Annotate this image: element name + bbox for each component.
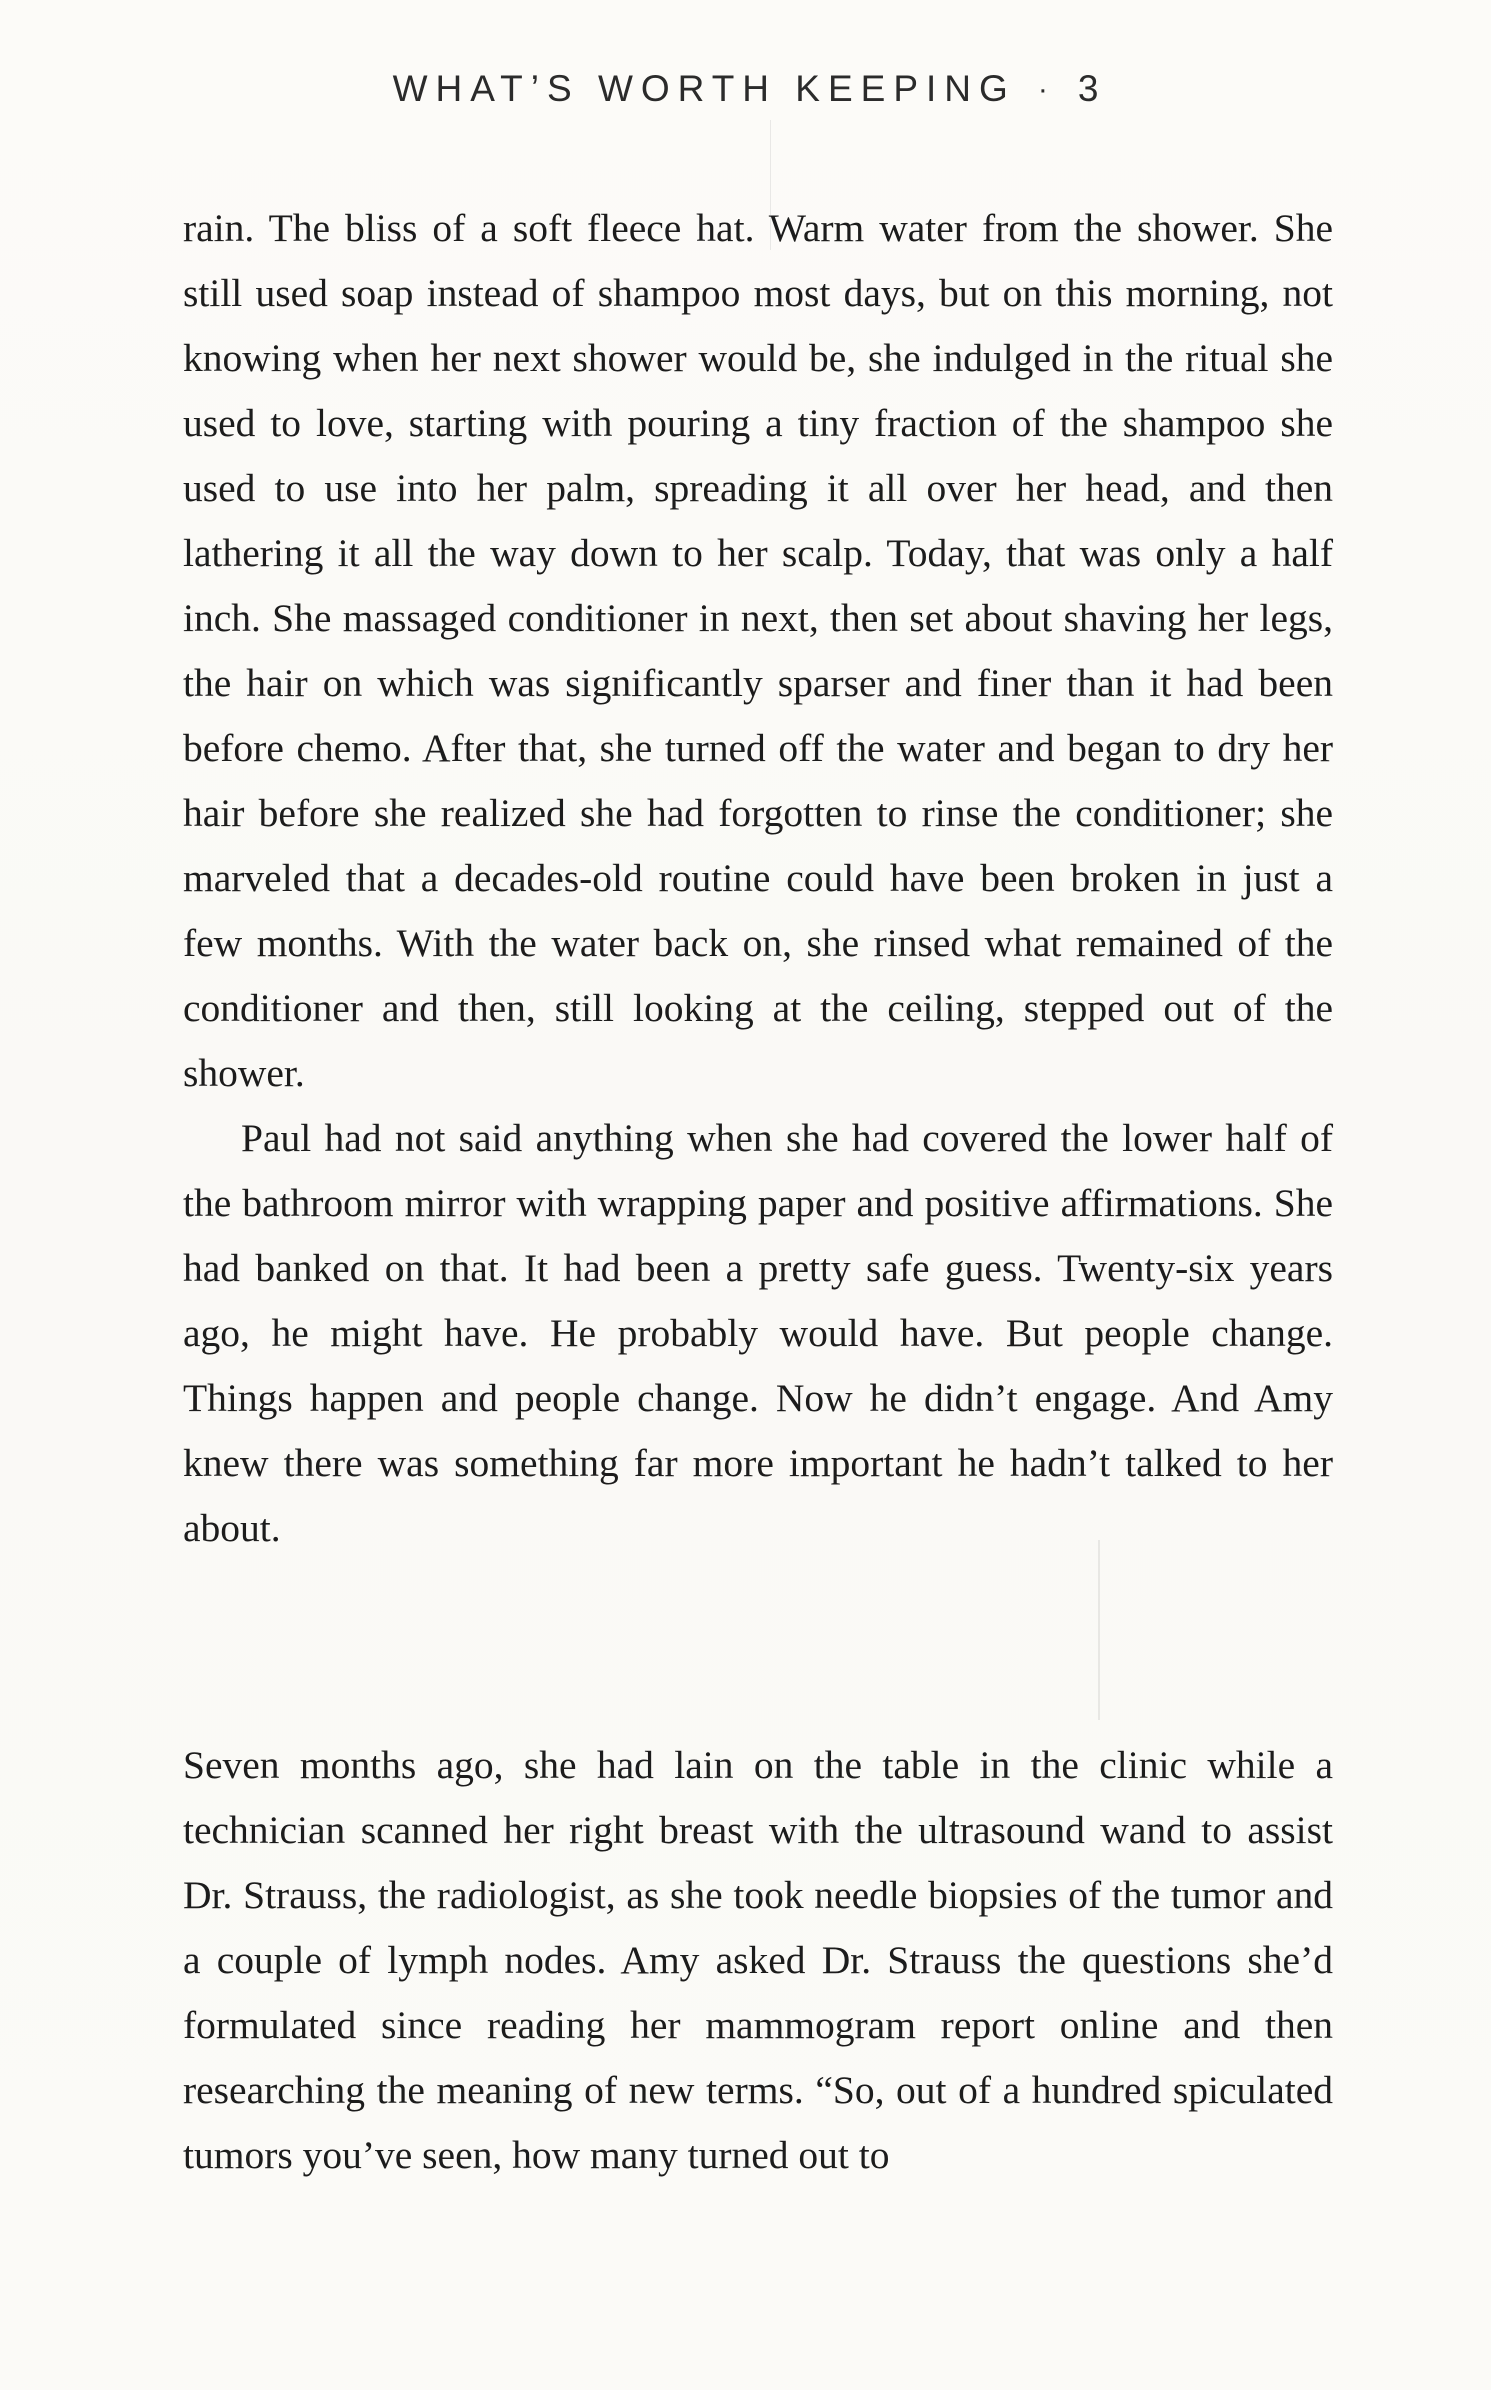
text-section-1 bbox=[183, 196, 1333, 1561]
paragraph-seven-months: Seven months ago, she had lain on the table in the clinic while a technician scanned her right breast with the ultrasound wand to assist Dr. Strauss, the radiologist, as she took needle biopsies of the tumor and a couple of lymph nodes. Amy asked Dr. Strauss the questions she’d formulated since reading her mammogram report online and then researching the meaning of new terms. “So, out of a hundred spiculated tumors you’ve seen, how many turned out to bbox=[183, 1743, 1333, 2177]
paragraph-paul: Paul had not said anything when she had covered the lower half of the bathroom mirror with wrapping paper and positive affirmations. She had banked on that. It had been a pretty safe guess. Twenty-six years ago, he might have. He probably would have. But people change. Things happen and people change. Now he didn’t engage. And Amy knew there was something far more important he hadn’t talked to her about. bbox=[183, 1116, 1333, 1550]
running-head-separator: · bbox=[1037, 73, 1056, 106]
scan-artifact bbox=[1098, 1540, 1100, 1720]
scan-artifact bbox=[770, 120, 771, 250]
running-head-title: WHAT’S WORTH KEEPING bbox=[392, 68, 1016, 109]
paragraph-continuation: rain. The bliss of a soft fleece hat. Warm water from the shower. She still used soap instead of shampoo most days, but on this morning, not knowing when her next shower would be, she indulged in the ritual she used to love, starting with pouring a tiny fraction of the shampoo she used to use into her palm, spreading it all over her head, and then lathering it all the way down to her scalp. Today, that was only a half inch. She massaged conditioner in next, then set about shaving her legs, the hair on which was significantly sparser and finer than it had been before chemo. After that, she turned off the water and began to dry her hair before she realized she had forgotten to rinse the conditioner; she marveled that a decades-old routine could have been broken in just a few months. With the water back on, she rinsed what remained of the conditioner and then, still looking at the ceiling, stepped out of the shower. bbox=[183, 206, 1333, 1095]
text-section-2 bbox=[183, 1733, 1333, 2188]
page-number: 3 bbox=[1077, 68, 1099, 109]
running-head bbox=[0, 68, 1491, 110]
